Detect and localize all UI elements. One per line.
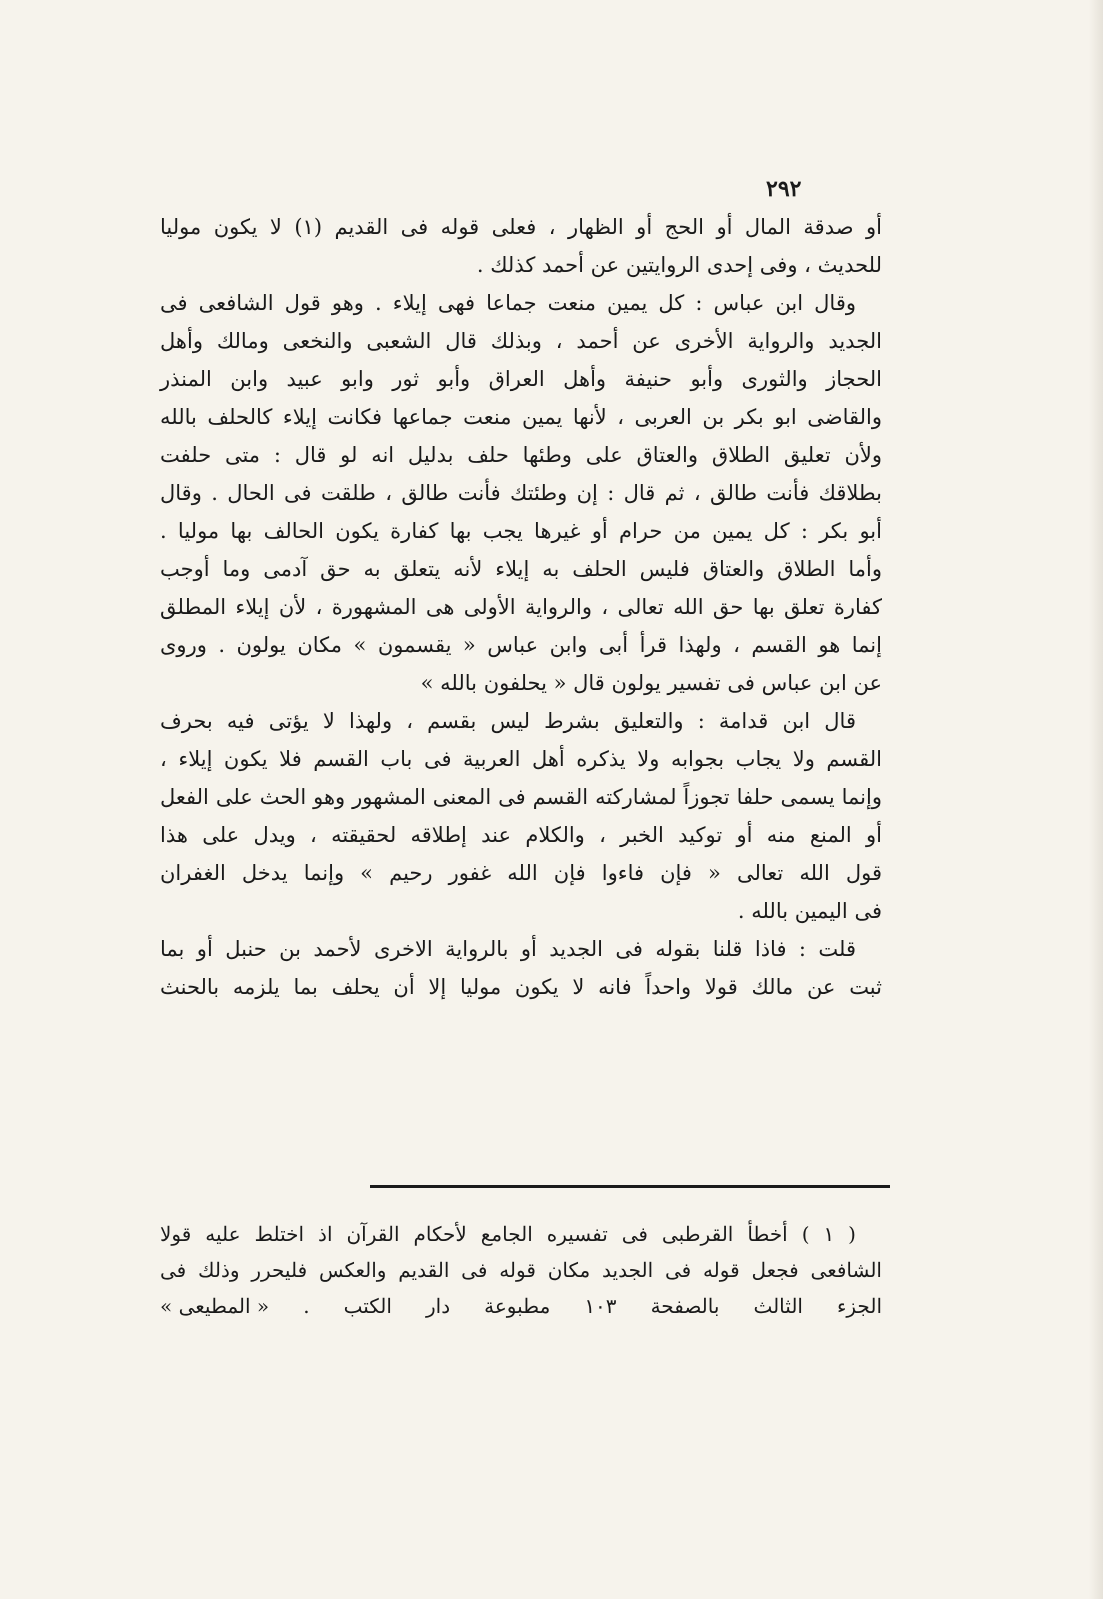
text-line: بطلاقك فأنت طالق ، ثم قال : إن وطئتك فأنت طالق ، طلقت فى الحال . وقال xyxy=(160,481,882,505)
page-edge-shadow xyxy=(1089,0,1103,1599)
footnote-text: الجزء الثالث بالصفحة ١٠٣ مطبوعة دار الكتب . xyxy=(303,1294,882,1318)
text-line: كفارة تعلق بها حق الله تعالى ، والرواية الأولى هى المشهورة ، لأن إيلاء المطلق xyxy=(160,595,882,619)
text-line: إنما هو القسم ، ولهذا قرأ أبى وابن عباس « يقسمون » مكان يولون . وروى xyxy=(160,633,882,657)
footnote-line-last xyxy=(160,1288,882,1324)
footnote-separator xyxy=(370,1185,890,1188)
text-line: وإنما يسمى حلفا تجوزاً لمشاركته القسم فى المعنى المشهور وهو الحث على الفعل xyxy=(160,785,882,809)
paragraph-3 xyxy=(160,702,882,930)
text-line: والقاضى ابو بكر بن العربى ، لأنها يمين منعت جماعها فكانت إيلاء كالحلف بالله xyxy=(160,405,882,429)
footnote-line: ( ١ ) أخطأ القرطبى فى تفسيره الجامع لأحكام القرآن اذ اختلط عليه قولا xyxy=(160,1222,856,1246)
text-line: عن ابن عباس فى تفسير يولون قال « يحلفون بالله » xyxy=(420,671,882,695)
text-line: وأما الطلاق والعتاق فليس الحلف به إيلاء لأنه يتعلق به حق آدمى وما أوجب xyxy=(160,557,882,581)
text-line: وقال ابن عباس : كل يمين منعت جماعا فهى إيلاء . وهو قول الشافعى فى xyxy=(160,291,856,315)
footnote-line: الشافعى فجعل قوله فى الجديد مكان قوله فى القديم والعكس فليحرر وذلك فى xyxy=(160,1258,882,1282)
text-line: ولأن تعليق الطلاق والعتاق على وطئها حلف بدليل انه لو قال : متى حلفت xyxy=(160,443,882,467)
main-text xyxy=(160,208,882,1006)
text-line: ثبت عن مالك قولا واحداً فانه لا يكون موليا إلا أن يحلف بما يلزمه بالحنث xyxy=(160,975,882,999)
footnote xyxy=(160,1216,882,1324)
text-line: أو المنع منه أو توكيد الخبر ، والكلام عند إطلاقه لحقيقته ، ويدل على هذا xyxy=(160,823,882,847)
text-line: الحجاز والثورى وأبو حنيفة وأهل العراق وأبو ثور وابو عبيد وابن المنذر xyxy=(160,367,882,391)
text-line: للحديث ، وفى إحدى الروايتين عن أحمد كذلك . xyxy=(476,253,882,277)
text-line: قول الله تعالى « فإن فاءوا فإن الله غفور رحيم » وإنما يدخل الغفران xyxy=(160,861,882,885)
text-line: فى اليمين بالله . xyxy=(737,899,882,923)
text-line: القسم ولا يجاب بجوابه ولا يذكره أهل العربية فى باب القسم فلا يكون إيلاء ، xyxy=(160,747,882,771)
footnote-signature: « المطيعى » xyxy=(160,1294,270,1318)
text-line: قلت : فاذا قلنا بقوله فى الجديد أو بالرواية الاخرى لأحمد بن حنبل أو بما xyxy=(160,937,856,961)
page-number: ٢٩٢ xyxy=(766,176,802,202)
text-line: أبو بكر : كل يمين من حرام أو غيرها يجب بها كفارة يكون الحالف بها موليا . xyxy=(160,519,882,543)
text-line: الجديد والرواية الأخرى عن أحمد ، وبذلك قال الشعبى والنخعى ومالك وأهل xyxy=(160,329,882,353)
text-line: قال ابن قدامة : والتعليق بشرط ليس بقسم ، ولهذا لا يؤتى فيه بحرف xyxy=(160,709,856,733)
paragraph-1 xyxy=(160,208,882,284)
text-line: أو صدقة المال أو الحج أو الظهار ، فعلى قوله فى القديم (١) لا يكون موليا xyxy=(160,215,882,239)
paragraph-2 xyxy=(160,284,882,702)
paragraph-4 xyxy=(160,930,882,1006)
